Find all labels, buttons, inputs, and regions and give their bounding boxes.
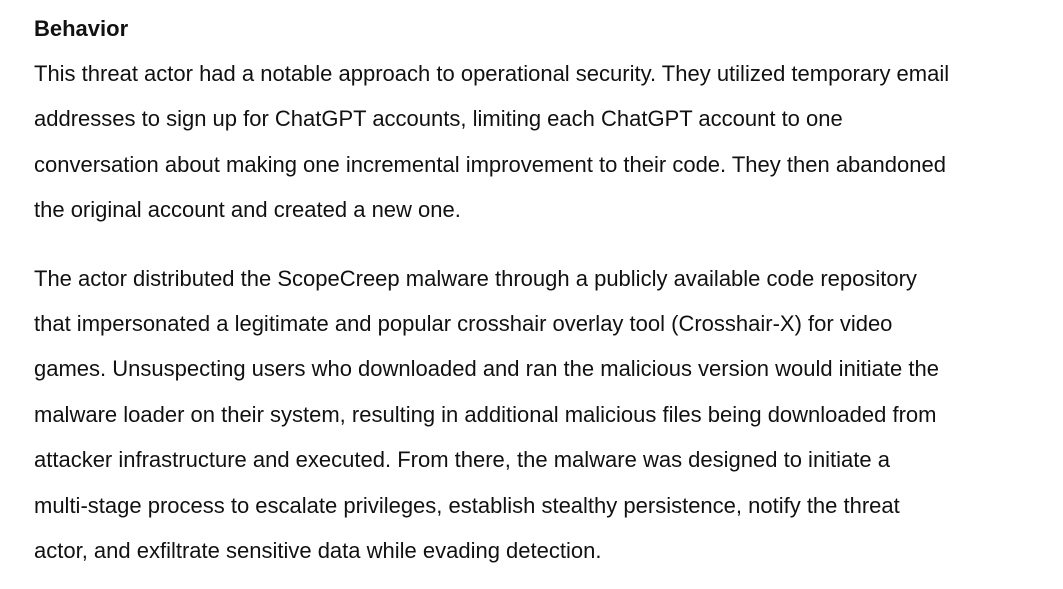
paragraph-line: conversation about making one incremental improvement to their code. They then abandoned [34,151,946,177]
paragraph-line: games. Unsuspecting users who downloaded and ran the malicious version would initiate the [34,356,939,382]
paragraph-line: addresses to sign up for ChatGPT accounts, limiting each ChatGPT account to one [34,106,843,132]
paragraph-opsec [34,51,1054,233]
paragraph-line: that impersonated a legitimate and popular crosshair overlay tool (Crosshair-X) for video [34,311,893,337]
paragraph-line: actor, and exfiltrate sensitive data while evading detection. [34,538,602,564]
paragraph-line: The actor distributed the ScopeCreep malware through a publicly available code repository [34,265,917,291]
paragraph-line: multi-stage process to escalate privileges, establish stealthy persistence, notify the threat [34,492,900,518]
paragraph-line: attacker infrastructure and executed. From there, the malware was designed to initiate a [34,447,890,473]
paragraph-line: the original account and created a new one. [34,197,461,223]
paragraph-line: malware loader on their system, resulting in additional malicious files being downloaded from [34,401,937,427]
paragraph-line: This threat actor had a notable approach to operational security. They utilized temporary email [34,61,950,86]
document-body [34,14,1054,573]
section-heading: Behavior [34,16,129,41]
paragraph-distribution [34,256,1054,574]
